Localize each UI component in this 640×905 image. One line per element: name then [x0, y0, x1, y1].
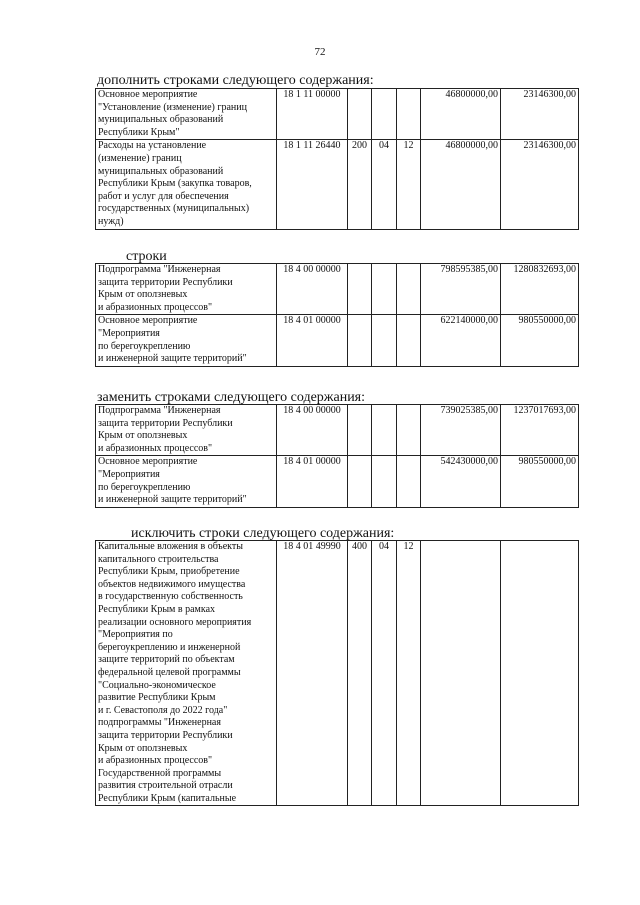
- name-line: капитального строительства: [98, 553, 219, 565]
- name-line: Крым от оползневых: [98, 430, 188, 442]
- table-exclude: [95, 540, 579, 806]
- table-row: [96, 405, 579, 456]
- rz-cell: [372, 264, 397, 315]
- section-heading-exclude: исключить строки следующего содержания:: [131, 526, 395, 541]
- pr-cell: [397, 456, 421, 507]
- name-line: по берегоукреплению: [98, 340, 191, 352]
- name-cell: [96, 405, 277, 456]
- name-line: Республики Крым (капитальные: [98, 792, 237, 804]
- name-line: Республики Крым (закупка товаров,: [98, 178, 252, 190]
- name-line: Крым от оползневых: [98, 742, 188, 754]
- table-row: [96, 456, 579, 507]
- name-line: работ и услуг для обеспечения: [98, 190, 229, 202]
- pr-cell: 12: [397, 541, 421, 806]
- rz-cell: [372, 89, 397, 140]
- name-line: федеральной целевой программы: [98, 666, 241, 678]
- code-cell: 18 4 00 00000: [277, 405, 348, 456]
- name-line: государственных (муниципальных): [98, 203, 250, 215]
- name-cell: [96, 89, 277, 140]
- amount-cell-1: 739025385,00: [421, 405, 501, 456]
- name-line: Подпрограмма "Инженерная: [98, 405, 221, 416]
- name-cell: [96, 456, 277, 507]
- pr-cell: [397, 264, 421, 315]
- name-cell: [96, 140, 277, 229]
- name-line: берегоукреплению и инженерной: [98, 641, 241, 653]
- table-row: [96, 264, 579, 315]
- code-cell: 18 4 01 49990: [277, 541, 348, 806]
- name-line: защита территории Республики: [98, 417, 233, 429]
- amount-cell-2: 23146300,00: [501, 89, 579, 140]
- rz-cell: 04: [372, 140, 397, 229]
- code-cell: 18 1 11 26440: [277, 140, 348, 229]
- name-line: Республики Крым": [98, 126, 180, 138]
- amount-cell-2: 1280832693,00: [501, 264, 579, 315]
- section-heading-rows: строки: [126, 249, 167, 264]
- amount-cell-2: 1237017693,00: [501, 405, 579, 456]
- amount-cell-1: 622140000,00: [421, 315, 501, 366]
- amount-cell-2: 980550000,00: [501, 456, 579, 507]
- vr-cell: [348, 456, 372, 507]
- vr-cell: [348, 89, 372, 140]
- name-cell: [96, 541, 277, 806]
- name-line: Расходы на установление: [98, 140, 207, 152]
- name-line: защите территорий по объектам: [98, 654, 235, 666]
- name-line: и абразионных процессов": [98, 755, 213, 767]
- table-add: [95, 88, 579, 230]
- section-heading-replace: заменить строками следующего содержания:: [97, 390, 366, 405]
- name-line: Республики Крым в рамках: [98, 603, 216, 615]
- table-row: [96, 89, 579, 140]
- vr-cell: [348, 264, 372, 315]
- name-line: и абразионных процессов": [98, 442, 213, 454]
- table-rows: [95, 263, 579, 367]
- vr-cell: [348, 315, 372, 366]
- code-cell: 18 1 11 00000: [277, 89, 348, 140]
- code-cell: 18 4 00 00000: [277, 264, 348, 315]
- name-line: и г. Севастополя до 2022 года": [98, 704, 228, 716]
- name-line: в государственную собственность: [98, 591, 243, 603]
- name-line: защита территории Республики: [98, 729, 233, 741]
- name-line: Основное мероприятие: [98, 315, 198, 327]
- name-line: развитие Республики Крым: [98, 692, 216, 704]
- pr-cell: [397, 405, 421, 456]
- vr-cell: [348, 405, 372, 456]
- name-line: Подпрограмма "Инженерная: [98, 264, 221, 275]
- table-replace: [95, 404, 579, 508]
- amount-cell-2: 23146300,00: [501, 140, 579, 229]
- code-cell: 18 4 01 00000: [277, 456, 348, 507]
- name-line: муниципальных образований: [98, 165, 224, 177]
- name-line: защита территории Республики: [98, 276, 233, 288]
- name-line: "Социально-экономическое: [98, 679, 216, 691]
- name-cell: [96, 264, 277, 315]
- amount-cell-2: [501, 541, 579, 806]
- amount-cell-2: 980550000,00: [501, 315, 579, 366]
- rz-cell: 04: [372, 541, 397, 806]
- name-line: и инженерной защите территорий": [98, 494, 247, 506]
- name-line: и абразионных процессов": [98, 301, 213, 313]
- name-line: и инженерной защите территорий": [98, 353, 247, 365]
- name-line: реализации основного мероприятия: [98, 616, 252, 628]
- name-line: Основное мероприятие: [98, 89, 198, 100]
- code-cell: 18 4 01 00000: [277, 315, 348, 366]
- name-line: "Мероприятия по: [98, 629, 173, 641]
- amount-cell-1: 46800000,00: [421, 89, 501, 140]
- name-line: нужд): [98, 215, 124, 227]
- amount-cell-1: 542430000,00: [421, 456, 501, 507]
- rz-cell: [372, 405, 397, 456]
- rz-cell: [372, 456, 397, 507]
- amount-cell-1: 798595385,00: [421, 264, 501, 315]
- name-line: подпрограммы "Инженерная: [98, 717, 221, 729]
- pr-cell: 12: [397, 140, 421, 229]
- name-line: развития строительной отрасли: [98, 780, 233, 792]
- name-line: объектов недвижимого имущества: [98, 578, 246, 590]
- name-line: "Мероприятия: [98, 327, 160, 339]
- pr-cell: [397, 89, 421, 140]
- pr-cell: [397, 315, 421, 366]
- name-line: (изменение) границ: [98, 152, 182, 164]
- table-row: [96, 315, 579, 366]
- name-cell: [96, 315, 277, 366]
- vr-cell: 200: [348, 140, 372, 229]
- name-line: Капитальные вложения в объекты: [98, 541, 243, 552]
- vr-cell: 400: [348, 541, 372, 806]
- name-line: Государственной программы: [98, 767, 222, 779]
- name-line: "Установление (изменение) границ: [98, 101, 247, 113]
- name-line: Основное мероприятие: [98, 456, 198, 468]
- rz-cell: [372, 315, 397, 366]
- table-row: [96, 140, 579, 229]
- section-heading-add: дополнить строками следующего содержания:: [97, 73, 374, 88]
- name-line: "Мероприятия: [98, 468, 160, 480]
- page-number: 72: [314, 46, 326, 58]
- table-row: [96, 541, 579, 806]
- name-line: Республики Крым, приобретение: [98, 566, 240, 578]
- amount-cell-1: [421, 541, 501, 806]
- amount-cell-1: 46800000,00: [421, 140, 501, 229]
- name-line: по берегоукреплению: [98, 481, 191, 493]
- name-line: муниципальных образований: [98, 114, 224, 126]
- name-line: Крым от оползневых: [98, 289, 188, 301]
